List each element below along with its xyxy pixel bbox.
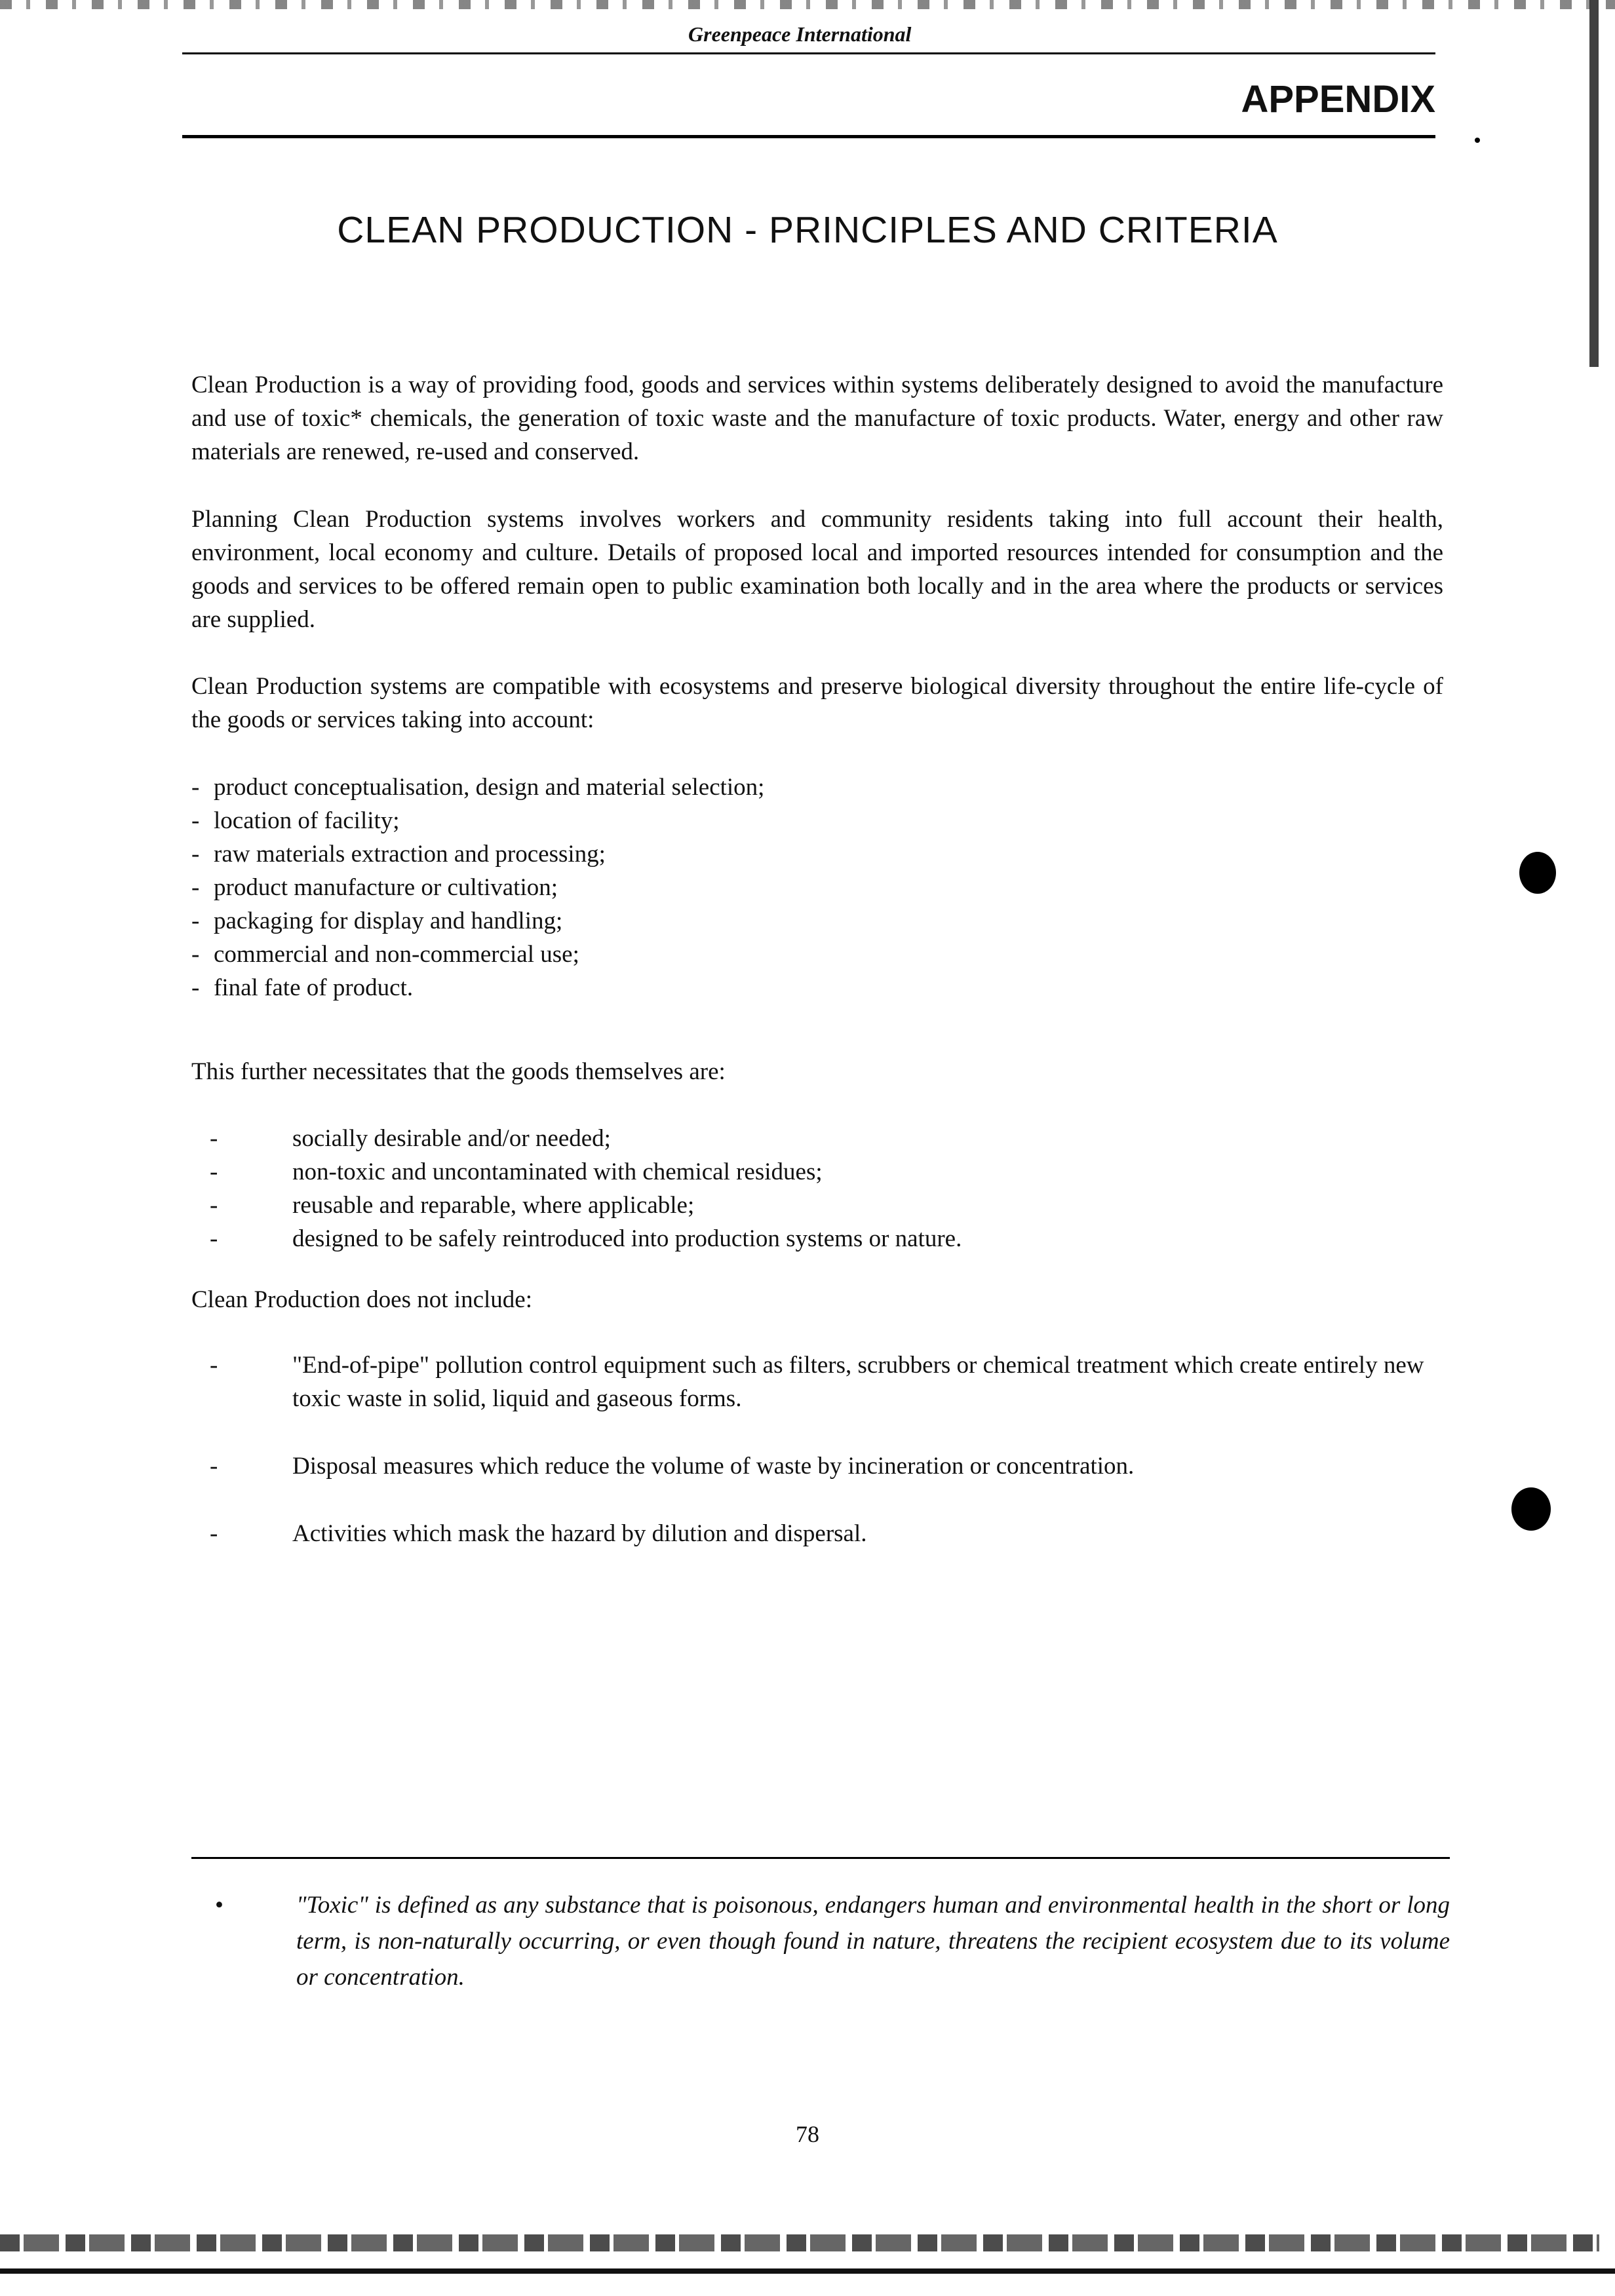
list-item: - Disposal measures which reduce the volume of waste by incineration or concentration. xyxy=(210,1453,1135,1480)
footnote-text: "Toxic" is defined as any substance that is poisonous, endangers human and environmental health in the short or long term, is non-naturally occurring, or even though found in nature, threatens the recipient ecosystem due to its volume or concentration. xyxy=(296,1892,1450,1991)
exclusions-intro: Clean Production does not include: xyxy=(191,1286,532,1313)
running-head: Greenpeace International xyxy=(688,22,912,46)
list-item: - raw materials extraction and processing; xyxy=(191,841,606,868)
page-number: 78 xyxy=(796,2121,819,2147)
goods-list xyxy=(191,1122,1450,1255)
header-rule xyxy=(182,52,1435,54)
page-title: CLEAN PRODUCTION - PRINCIPLES AND CRITERIA xyxy=(337,209,1278,251)
list-item: - final fate of product. xyxy=(191,974,414,1001)
list-item: - packaging for display and handling; xyxy=(191,908,563,934)
footnote-marker: • xyxy=(215,1892,224,1919)
punch-hole-mark xyxy=(1519,852,1556,894)
compatibility-paragraph: Clean Production systems are compatible with ecosystems and preserve biological diversity throughout the entire life-cycle of the goods or services taking into account: xyxy=(191,673,1443,733)
list-item: - designed to be safely reintroduced into production systems or nature. xyxy=(210,1225,962,1252)
scan-edge-top xyxy=(0,0,1615,9)
lifecycle-list xyxy=(191,771,764,1004)
scan-edge-bottom xyxy=(0,2234,1599,2251)
list-item: - non-toxic and uncontaminated with chemical residues; xyxy=(210,1158,823,1185)
section-label: APPENDIX xyxy=(1241,78,1435,121)
list-item: - "End-of-pipe" pollution control equipment such as filters, scrubbers or chemical treatment which create entirely new toxic waste in solid, liquid and gaseous forms. xyxy=(210,1352,1424,1412)
speck-mark xyxy=(1475,138,1480,143)
goods-intro: This further necessitates that the goods themselves are: xyxy=(191,1058,726,1085)
punch-hole-mark xyxy=(1511,1487,1551,1531)
footnote-rule xyxy=(191,1857,1450,1859)
list-item: - reusable and reparable, where applicable; xyxy=(210,1192,695,1219)
list-item: - product conceptualisation, design and material selection; xyxy=(191,774,765,801)
list-item: - product manufacture or cultivation; xyxy=(191,874,558,901)
list-item: - location of facility; xyxy=(191,807,400,834)
scan-edge-right xyxy=(1589,0,1599,367)
planning-paragraph: Planning Clean Production systems involves workers and community residents taking into full account their health, environment, local economy and culture. Details of proposed local and imported resources intended for consumption and the goods and services to be offered remain open to public examination both locally and in the area where the products or services are supplied. xyxy=(191,506,1443,633)
list-item: - socially desirable and/or needed; xyxy=(210,1125,611,1152)
footnote xyxy=(191,1887,1450,1995)
exclusions-list xyxy=(191,1349,1450,1550)
section-rule xyxy=(182,135,1435,138)
scan-edge-bottom-line xyxy=(0,2268,1615,2274)
list-item: - commercial and non-commercial use; xyxy=(191,941,579,968)
list-item: - Activities which mask the hazard by dilution and dispersal. xyxy=(210,1520,867,1547)
intro-paragraph: Clean Production is a way of providing food, goods and services within systems deliberately designed to avoid the manufacture and use of toxic* chemicals, the generation of toxic waste and the manufacture of toxic products. Water, energy and other raw materials are renewed, re-used and conserved. xyxy=(191,372,1443,465)
